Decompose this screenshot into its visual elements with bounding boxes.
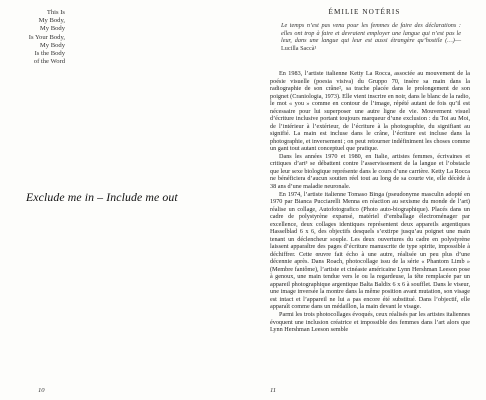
epigraph [281,22,461,52]
running-head-line: Is the Body [34,50,65,58]
page-number-left: 10 [38,387,45,394]
right-page [243,0,486,400]
epigraph-source: —Lucilla Saccà¹ [281,37,461,52]
paragraph: Parmi les trois photocollages évoqués, ceux réalisés par les artistes italiennes évoquent une inclusion créatrice et impossible des femmes dans l’art alors que Lynn Hershman Leeson semble [270,311,470,334]
paragraph: En 1974, l’artiste italienne Tomaso Binga (pseudonyme masculin adopté en 1970 par Bianca Pucciarelli Menna en réaction au sexisme du monde de l’art) réalise un collage, Autofotografico (Photo auto-biographique). Placés dans un cadre de polystyrène expansé, matériel d’emballage électroménager par excellence, deux collages identiques représentent deux appareils argentiques Hasselblad 6 x 6, des objectifs desquels s’extirpe jusqu’au poignet une main tenant un déclencheur souple. Les deux ouvertures du cadre en polystyrène laissent apparaître des pages d’écriture manuscrite de type spirite, impossible à déchiffrer. Cette œuvre fait écho à une autre, réalisée un peu plus d’une décennie après. Dans Roach, photocollage issu de la série « Phantom Limb » (Membre fantôme), l’artiste et cinéaste américaine Lynn Hershman Leeson pose à genoux, une main tendue vers le ou la regardeuse, la tête remplacée par un appareil photographique argentique Balta Baldix 6 x 6 à soufflet. Dans le viseur, une image inversée la montre dans la même position avant mutation, son visage est intact et l’appareil ne lui a pas encore été substitué. Dans l’objectif, elle apparaît comme dans un médaillon, la main devant le visage. [270,190,470,311]
running-head-line: This Is [46,9,65,16]
running-head-line: My Body [39,25,65,33]
running-head-line: My Body [39,41,65,49]
author-running-head: ÉMILIE NOTÉRIS [328,8,401,16]
running-head-line: of the Word [33,58,65,66]
paragraph: Dans les années 1970 et 1980, en Italie, artistes femmes, écrivaines et critiques d’art³ se débattent contre l’asservissement de la langue et l’obstacle que leur sexe biologique représente dans le cours d’une carrière. Ketty La Rocca ne bénéficiera d’aucun soutien réel tout au long de sa courte vie, elle décède à 38 ans d’une maladie neuronale. [270,152,470,190]
body-text [270,70,470,334]
page-number-right: 11 [270,387,277,394]
paragraph: En 1983, l’artiste italienne Ketty La Rocca, associée au mouvement de la poésie visuelle (poesia visiva) du Gruppo 70, insère sa main dans la radiographie de son crâne², sa trache placée dans le prolongement de son poignet (Craniologia, 1973). Elle vient inscrire en noir, dans le blanc de la radio, le mot « you » comme en contour de l’image, répété autant de fois qu’il est nécessaire pour lui superposer une autre ligne de vie. Mouvement visuel d’écriture inclusive portant toujours marqueur d’une exclusion : du Toi au Moi, de l’intérieur à l’extérieur, de l’écriture à la photographie, du signifiant au signifié. La main est incluse dans le crâne, l’écriture est incluse dans la photographie, et inversement ; on peut retourner indéfiniment les choses comme un gant tout autant conceptuel que pratique. [270,70,470,153]
epigraph-text: Le temps n’est pas venu pour les femmes de faire des déclarations : elles ont trop à faire et devraient employer une langue qui n’est pas le leur, dans une langue qui leur est aussi étrangère qu’hostile (…) [281,22,461,45]
running-head-line: My Body, [38,17,65,25]
section-title: Exclude me in – Include me out [26,190,178,204]
running-head-left [0,9,65,66]
running-head-line: Is Your Body, [28,33,65,41]
